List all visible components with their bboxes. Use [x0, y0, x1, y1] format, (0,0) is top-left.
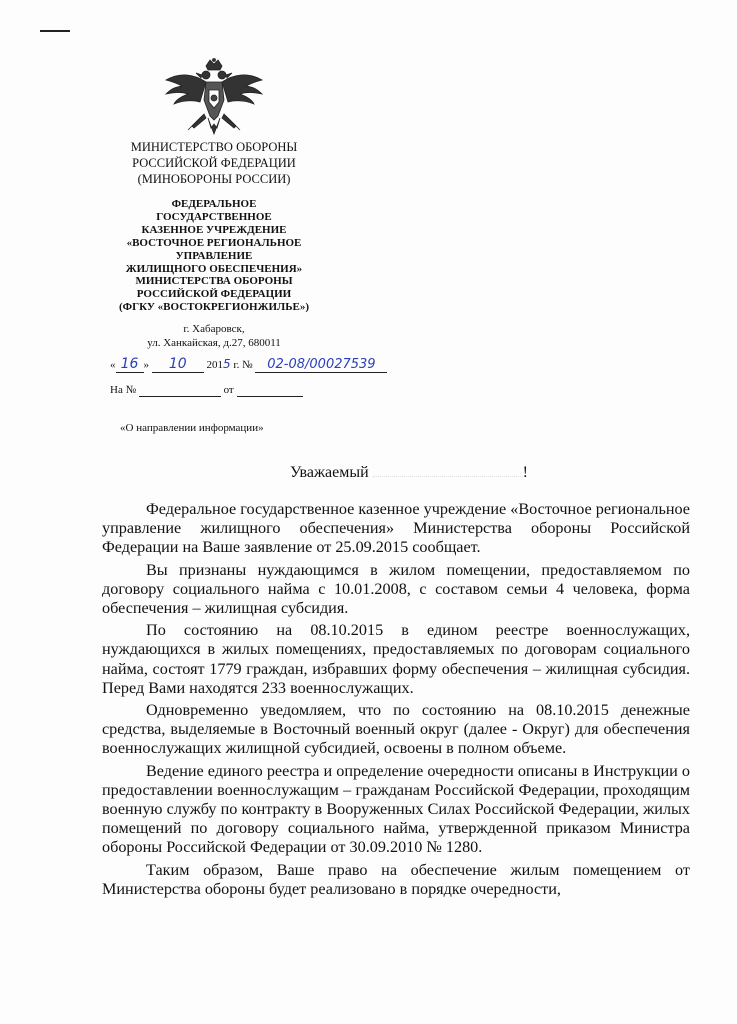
agency-line: «ВОСТОЧНОЕ РЕГИОНАЛЬНОЕ [126, 236, 302, 249]
date-day-field [116, 356, 144, 373]
address-line: г. Хабаровск, [183, 323, 245, 335]
agency-line: (ФГКУ «ВОСТОКРЕГИОНЖИЛЬЕ») [118, 301, 309, 314]
greeting-ending: ! [522, 464, 528, 481]
ref-date-blank [237, 384, 303, 397]
body-paragraph: Одновременно уведомляем, что по состоянию на 08.10.2015 денежные средства, выделяемые в Восточный военный округ (далее - Округ) для обеспечения военнослужащих жилищной субсидией, освоены в полном объеме. [102, 701, 690, 758]
handwritten-month: 10 [168, 356, 187, 372]
agency-line: КАЗЕННОЕ УЧРЕЖДЕНИЕ [141, 223, 287, 236]
date-open-quote: « [110, 359, 116, 371]
redacted-name [373, 466, 523, 477]
ref-number-label: На № [110, 384, 137, 396]
handwritten-year-digit: 5 [223, 357, 231, 371]
body-paragraph: Ведение единого реестра и определение очередности описаны в Инструкции о предоставлении военнослужащим – гражданам Российской Федерации, проходящим военную службу по контракту в Вооруженных Силах Российской Федерации, жилых помещений по договору социального найма, утвержденной приказом Министра обороны Российской Федерации от 30.09.2010 № 1280. [102, 761, 690, 857]
agency-line: ЖИЛИЩНОГО ОБЕСПЕЧЕНИЯ» [125, 262, 303, 275]
letter-body [102, 500, 690, 902]
double-headed-eagle-emblem-icon [160, 58, 268, 140]
date-month-field [152, 356, 204, 373]
letter-subject: «О направлении информации» [120, 422, 264, 434]
date-number-line [110, 356, 387, 374]
agency-line: МИНИСТЕРСТВА ОБОРОНЫ [135, 275, 293, 288]
ministry-line: (МИНОБОРОНЫ РОССИИ) [137, 172, 291, 186]
body-paragraph: Вы признаны нуждающимся в жилом помещении, предоставляемом по договору социального найма с 10.01.2008, с составом семьи 4 человека, форма обеспечения – жилищная субсидия. [102, 560, 690, 618]
date-close-quote: » [143, 359, 149, 371]
handwritten-day: 16 [120, 356, 139, 372]
ministry-header [100, 139, 328, 187]
handwritten-outgoing-number: 02-08/00027539 [267, 357, 376, 372]
body-paragraph: Федеральное государственное казенное учреждение «Восточное региональное управление жилищного обеспечения» Министерства обороны Российской Федерации на Ваше заявление от 25.09.2015 сообщает. [102, 500, 690, 557]
agency-line: ФЕДЕРАЛЬНОЕ [171, 198, 257, 210]
agency-line: УПРАВЛЕНИЕ [175, 249, 253, 262]
agency-address [100, 322, 328, 350]
agency-line: РОССИЙСКОЙ ФЕДЕРАЦИИ [136, 288, 292, 301]
ministry-line: РОССИЙСКОЙ ФЕДЕРАЦИИ [132, 156, 296, 170]
reference-line [110, 384, 303, 397]
body-paragraph: Таким образом, Ваше право на обеспечение жилым помещением от Министерства обороны будет реализовано в порядке очередности, [102, 860, 690, 898]
greeting [290, 464, 528, 482]
year-unit: г. [233, 359, 240, 371]
ref-from-label: от [223, 384, 234, 396]
address-line: ул. Ханкайская, д.27, 680011 [147, 337, 281, 349]
scan-mark [40, 30, 70, 32]
agency-header [100, 198, 328, 314]
body-paragraph: По состоянию на 08.10.2015 в едином реестре военнослужащих, нуждающихся в жилых помещениях, предоставляемых по договорам социального найма, состоят 1779 граждан, избравших форму обеспечения – жилищная субсидия. Перед Вами находятся 233 военнослужащих. [102, 621, 690, 697]
outgoing-number-field [255, 357, 387, 373]
agency-line: ГОСУДАРСТВЕННОЕ [156, 210, 272, 223]
date-year-prefix: 201 [206, 359, 223, 371]
ref-number-blank [139, 384, 221, 397]
greeting-salutation: Уважаемый [290, 464, 369, 481]
number-label: № [242, 359, 253, 371]
ministry-line: МИНИСТЕРСТВО ОБОРОНЫ [130, 140, 298, 154]
